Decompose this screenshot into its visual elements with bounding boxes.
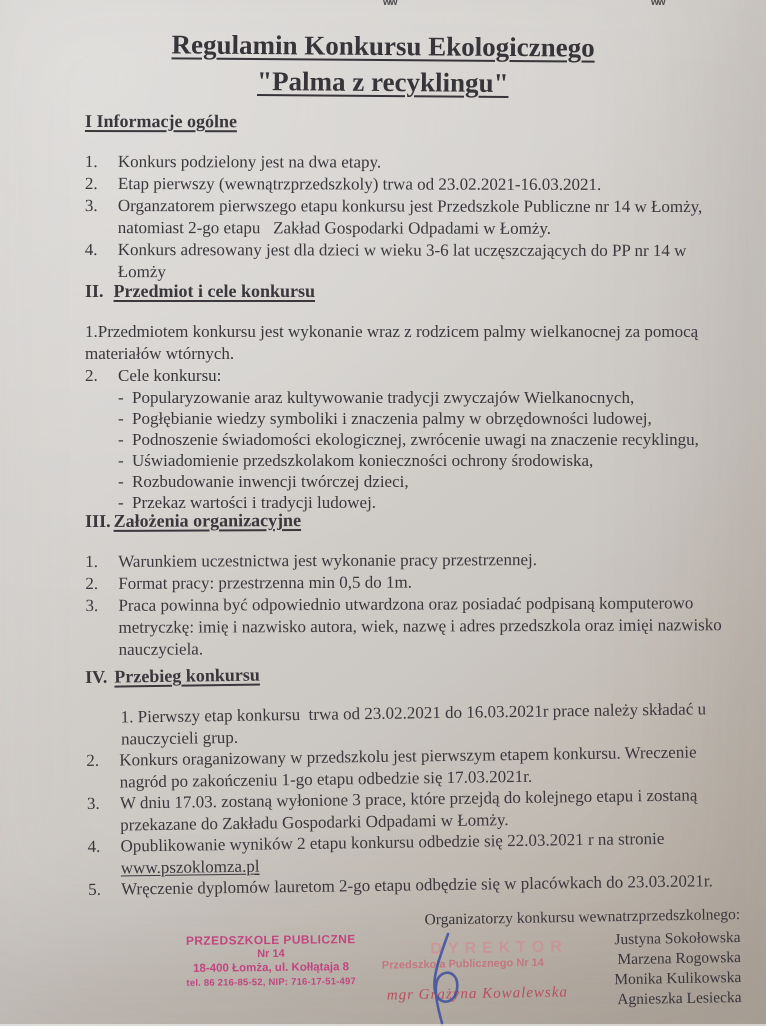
list-item-text: Cele konkursu: [118, 366, 222, 385]
stamp-director-name: mgr Grażyna Kowalewska [386, 984, 569, 1004]
section-informacje-ogolne [85, 110, 737, 284]
list-item [85, 151, 737, 174]
bullet-text: Uświadomienie przedszkolakom konieczności ochrony środowiska, [132, 451, 594, 470]
document-title-line1: Regulamin Konkursu Ekologicznego [171, 29, 595, 63]
bullet-dash: - [118, 493, 124, 512]
section-przebieg-konkursu [85, 657, 740, 901]
list-item [85, 195, 737, 240]
list-item-text-before-link: Opublikowanie wyników 2 etapu konkursu odbedzie się 22.03.2021 r na stronie [120, 828, 669, 856]
bullet-text: Podnoszenie świadomości ekologicznej, zwrócenie uwagi na znaczenie recyklingu, [132, 430, 699, 449]
section-heading-text: Przebieg konkursu [114, 664, 260, 687]
list-item-text: Konkurs adresowany jest dla dzieci w wieku 3-6 lat uczęszczających do PP nr 14 w Łomży [117, 240, 691, 282]
section-przedmiot-i-cele [85, 280, 737, 513]
list-item-text: Konkurs podzielony jest na dwa etapy. [117, 152, 382, 172]
section-heading-text: I Informacje ogólne [84, 111, 237, 132]
top-edge-mark: ww [651, 0, 665, 8]
organizer-name: Marzena Rogowska [617, 948, 742, 969]
top-edge-mark: ww [383, 0, 397, 8]
section-heading-text: Przedmiot i cele konkursu [113, 281, 315, 301]
list-item [85, 365, 737, 387]
section-zalozenia-organizacyjne [85, 507, 738, 661]
bullet-dash: - [118, 409, 124, 428]
list-item-number: 2. [85, 573, 99, 593]
section-heading [85, 280, 737, 302]
list-item-number: 3. [84, 195, 98, 216]
organizer-name: Monika Kulikowska [614, 968, 742, 989]
list-item-text: Warunkiem uczestnictwa jest wykonanie pracy przestrzennej. [118, 550, 537, 571]
document-title [0, 25, 766, 103]
paragraph: 1.Przedmiotem konkursu jest wykonanie wraz z rodzicem palmy wielkanocnej za pomocą materiałów wtórnych. [85, 322, 703, 363]
list-item-text: Etap pierwszy (wewnątrzprzedszkoly) trwa od 23.02.2021-16.03.2021. [117, 174, 602, 194]
bullet-item [118, 429, 737, 450]
list-item-number: 1. [84, 151, 98, 172]
section-heading [85, 507, 737, 532]
bullet-dash: - [118, 451, 124, 470]
lead-list-item: 1. Pierwszy etap konkursu trwa od 23.02.2021 do 16.03.2021r prace należy składać u nauczycieli grup. [120, 699, 711, 749]
list-item-number: 4. [87, 836, 101, 856]
list-item-text: Organzatorem pierwszego etapu konkursu jest Przedszkole Publiczne nr 14 w Łomży, natomiast 2-go etapu Zakład Gospodarki Odpadami w Łomży. [117, 196, 707, 238]
section-heading-prefix: III. [85, 510, 111, 531]
stamp-director-title: DYREKTOR [430, 938, 568, 958]
bullet-text: Rozbudowanie inwencji twórczej dzieci, [132, 472, 409, 491]
bullet-item [118, 450, 737, 471]
list-item [85, 239, 737, 284]
list-item-text: Konkurs oraganizowany w przedszkolu jest pierwszym etapem konkursu. Wreczenie nagród po zakończeniu 1-go etapu odbedzie się 17.03.2021r. [119, 742, 701, 792]
stamp-school-address: 18-400 Łomża, ul. Kołłątaja 8 [193, 961, 350, 975]
list-item-number: 1. [85, 551, 99, 571]
list-item-number: 3. [85, 595, 99, 615]
bullet-dash: - [118, 388, 124, 407]
list-item-number: 3. [86, 793, 100, 813]
list-item-number: 2. [84, 173, 98, 194]
stamp-school-number: Nr 14 [257, 947, 285, 961]
document-title-line2: "Palma z recyklingu" [257, 66, 509, 98]
bullet-text: Popularyzowanie araz kultywowanie tradycji zwyczajów Wielkanocnych, [132, 388, 635, 407]
list-item-number: 5. [87, 879, 102, 899]
list-item [85, 592, 737, 661]
section-heading-text: Założenia organizacyjne [113, 510, 302, 531]
goals-bullet-list [118, 387, 737, 513]
list-item-text: Wręczenie dyplomów lauretom 2-go etapu odbędzie się w placówkach do 23.03.2021r. [120, 871, 713, 899]
list-item [85, 173, 737, 196]
section-heading-prefix: II. [85, 281, 104, 301]
list-item [85, 548, 737, 573]
bullet-item [118, 471, 737, 492]
bullet-dash: - [118, 430, 124, 449]
bullet-text: Pogłębianie wiedzy symboliki i znaczenia palmy w obrzędowności ludowej, [132, 409, 652, 428]
list-item-number: 2. [86, 750, 100, 770]
stamp-school-name: PRZEDSZKOLE PUBLICZNE [185, 932, 356, 948]
website-link: www.pszoklomza.pl [120, 856, 260, 878]
list-item [85, 570, 737, 595]
list-item-number: 2. [85, 366, 98, 385]
list-item-text: Format pracy: przestrzenna min 0,5 do 1m. [118, 572, 412, 593]
bullet-dash: - [118, 472, 124, 491]
list-item-text: Praca powinna być odpowiednio utwardzona oraz posiadać podpisaną komputerowo metryczkę: imię i nazwisko autora, wiek, nazwę i adres przedszkola oraz imięi nazwisko nauczyciela. [118, 593, 727, 659]
organizers-label: Organizatorzy konkursu wewnatrzprzedszkolnego: [424, 905, 741, 929]
bullet-text: Przekaz wartości i tradycji ludowej. [132, 493, 377, 512]
bullet-item [118, 408, 737, 429]
list-item-number: 4. [84, 239, 98, 260]
section-heading [85, 110, 737, 133]
section-heading-prefix: IV. [85, 666, 108, 687]
bullet-item [118, 387, 737, 408]
list-item-text: W dniu 17.03. zostaną wyłonione 3 prace, które przejdą do kolejnego etapu i zostaną przekazane do Zakładu Gospodarki Odpadami w Łomży. [119, 785, 702, 835]
stamp-director-institution: Przedszkola Publicznego Nr 14 [381, 956, 544, 972]
organizer-name: Agnieszka Lesiecka [617, 988, 742, 1009]
director-stamp [351, 938, 602, 1005]
section-heading [85, 657, 737, 688]
organizer-name: Justyna Sokołowska [614, 928, 741, 949]
stamp-school-contact: tel. 86 216-85-52, NIP: 716-17-51-497 [186, 976, 357, 989]
